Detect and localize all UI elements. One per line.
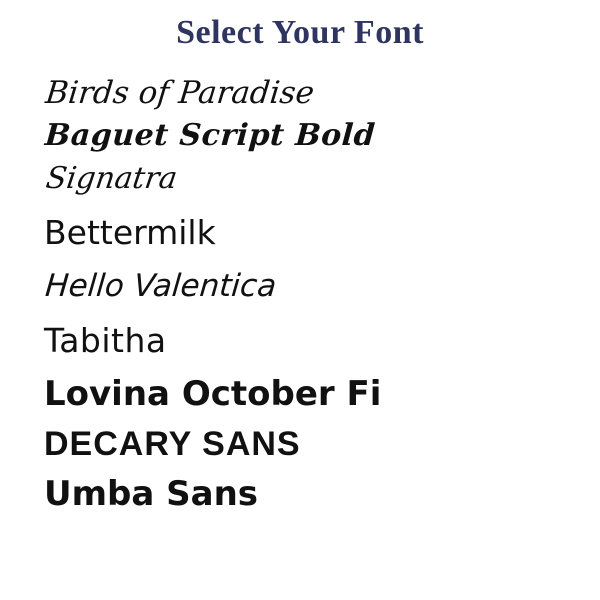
font-sample-baguet-script-bold[interactable]: Baguet Script Bold	[43, 118, 377, 153]
font-sample-lovina-october-fi[interactable]: Lovina October Fi	[44, 374, 382, 414]
font-sample-tabitha[interactable]: Tabitha	[44, 321, 167, 360]
page-title: Select Your Font	[176, 14, 424, 51]
font-sample-umba-sans[interactable]: Umba Sans	[44, 474, 259, 514]
font-sample-birds-of-paradise[interactable]: Birds of Paradise	[43, 75, 316, 111]
font-sample-bettermilk[interactable]: Bettermilk	[44, 213, 216, 252]
font-sample-signatra[interactable]: Signatra	[43, 161, 180, 196]
font-sample-list	[43, 75, 584, 514]
font-sample-decary-sans[interactable]: DECARY SANS	[44, 425, 301, 463]
font-sample-hello-valentica[interactable]: Hello Valentica	[43, 268, 278, 304]
